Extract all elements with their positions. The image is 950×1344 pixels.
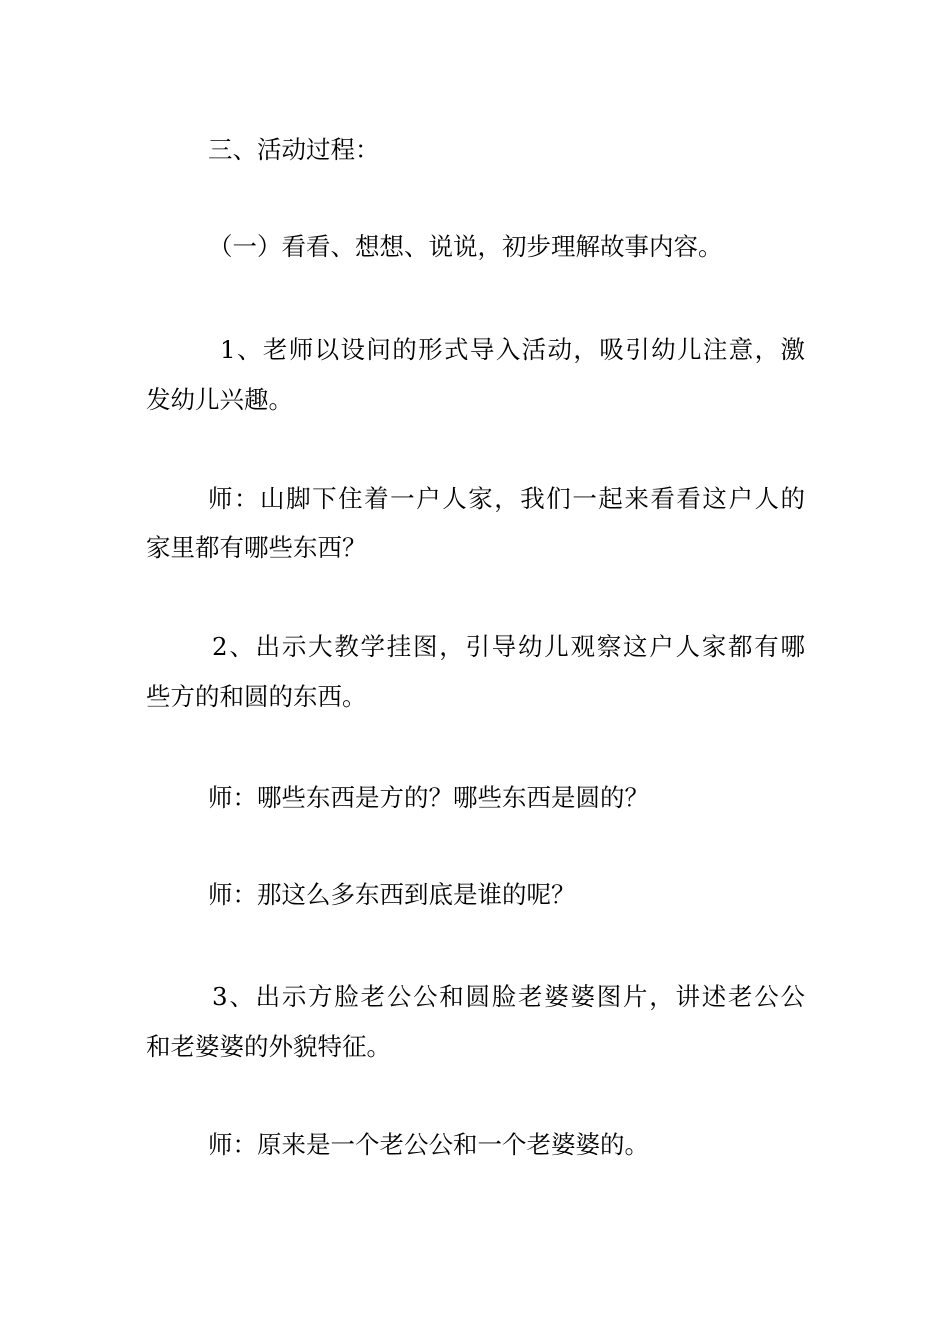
paragraph-6-line-1: 3、出示方脸老公公和圆脸老婆婆图片，讲述老公公: [212, 982, 805, 1011]
paragraph-2-line-2: 家里都有哪些东西？: [146, 533, 367, 562]
paragraph-6-line-2: 和老婆婆的外貌特征。: [146, 1032, 391, 1061]
paragraph-2-line-1: 师：山脚下住着一户人家，我们一起来看看这户人的: [208, 484, 805, 513]
paragraph-4: 师：哪些东西是方的？哪些东西是圆的？: [208, 783, 649, 812]
paragraph-1-line-2: 发幼儿兴趣。: [146, 385, 293, 414]
section-heading: 三、活动过程：: [208, 135, 380, 164]
paragraph-7: 师：原来是一个老公公和一个老婆婆的。: [208, 1130, 649, 1159]
subheading: （一）看看、想想、说说，初步理解故事内容。: [208, 232, 723, 261]
paragraph-1-line-1: 1、老师以设问的形式导入活动，吸引幼儿注意，激: [220, 335, 805, 364]
paragraph-3-line-1: 2、出示大教学挂图，引导幼儿观察这户人家都有哪: [212, 632, 805, 661]
paragraph-5: 师：那这么多东西到底是谁的呢？: [208, 880, 576, 909]
paragraph-3-line-2: 些方的和圆的东西。: [146, 682, 367, 711]
